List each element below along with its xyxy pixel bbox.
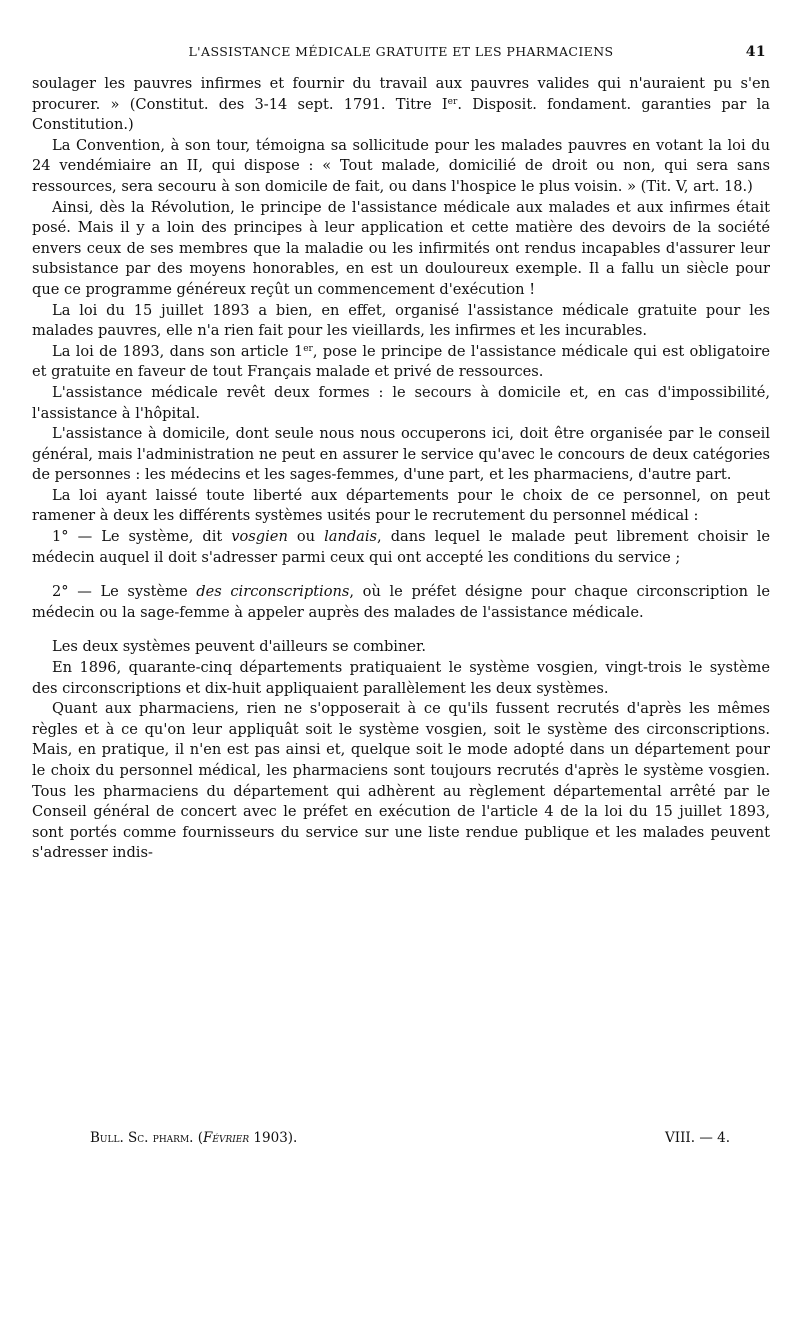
- list-item: 2° — Le système des circonscriptions, où le préfet désigne pour chaque circonscription le médecin ou la sage-femme à appeler auprès des malades de l'assistance médicale.: [32, 583, 771, 621]
- paragraph: La loi de 1893, dans son article 1er, pose le principe de l'assistance médicale qui est obligatoire et gratuite en faveur de tout Français malade et privé de ressources.: [32, 342, 770, 381]
- paragraph: L'assistance médicale revêt deux formes : le secours à domicile et, en cas d'impossibilité, l'assistance à l'hôpital.: [32, 383, 770, 422]
- paragraph: Quant aux pharmaciens, rien ne s'opposerait à ce qu'ils fussent recrutés d'après les mêmes règles et à ce qu'on leur appliquât soit le système vosgien, soit le système des circonscriptions. Mais, en pratique, il n'en est pas ainsi et, quelque soit le mode adopté dans un département pour le choix du personnel médical, les pharmaciens sont toujours recrutés d'après le système vosgien. Tous les pharmaciens du département qui adhèrent au règlement départemental arrêté par le Conseil général de concert avec le préfet en exécution de l'article 4 de la loi du 15 juillet 1893, sont portés comme fournisseurs du service sur une liste rendue publique et les malades peuvent s'adresser indis-: [32, 700, 770, 862]
- page-header-title: L'ASSISTANCE MÉDICALE GRATUITE ET LES PHARMACIENS: [188, 44, 614, 59]
- body-text: [32, 74, 770, 864]
- paragraph: En 1896, quarante-cinq départements pratiquaient le système vosgien, vingt-trois le système des circonscriptions et dix-huit appliquaient parallèlement les deux systèmes.: [32, 659, 770, 697]
- running-head: [32, 44, 770, 70]
- list-item: 1° — Le système, dit vosgien ou landais, dans lequel le malade peut librement choisir le médecin auquel il doit s'adresser parmi ceux qui ont accepté les conditions du service ;: [32, 528, 770, 566]
- paragraph: La loi du 15 juillet 1893 a bien, en effet, organisé l'assistance médicale gratuite pour les malades pauvres, elle n'a rien fait pour les vieillards, les infirmes et les incurables.: [32, 301, 770, 340]
- paragraph: La Convention, à son tour, témoigna sa sollicitude pour les malades pauvres en votant la loi du 24 vendémiaire an II, qui dispose : « Tout malade, domicilié de droit ou non, qui sera sans ressources, sera secouru à son domicile de fait, ou dans l'hospice le plus voisin. » (Tit. V, art. 18.): [32, 136, 770, 195]
- journal-citation: Bull. Sc. pharm. (Février 1903).: [90, 1130, 298, 1146]
- paragraph: La loi ayant laissé toute liberté aux départements pour le choix de ce personnel, on peut ramener à deux les différents systèmes usités pour le recrutement du personnel médical :: [32, 486, 770, 525]
- paragraph: Les deux systèmes peuvent d'ailleurs se combiner.: [52, 638, 427, 656]
- paragraph: Ainsi, dès la Révolution, le principe de l'assistance médicale aux malades et aux infirmes était posé. Mais il y a loin des principes à leur application et cette matière des devoirs de la société envers ceux de ses membres que la maladie ou les infirmités ont rendus incapables d'assurer leur subsistance par des moyens honorables, en est un douloureux exemple. Il a fallu un siècle pour que ce programme généreux reçût un commencement d'exécution !: [32, 198, 770, 298]
- paragraph: L'assistance à domicile, dont seule nous nous occuperons ici, doit être organisée par le conseil général, mais l'administration ne peut en assurer le service qu'avec le concours de deux catégories de personnes : les médecins et les sages-femmes, d'une part, et les pharmaciens, d'autre part.: [32, 425, 770, 484]
- page-number: 41: [745, 44, 766, 60]
- signature-mark: VIII. — 4.: [664, 1130, 730, 1146]
- paragraph: soulager les pauvres infirmes et fournir du travail aux pauvres valides qui n'auraient pu s'en procurer. » (Constitut. des 3-14 sept. 1791. Titre Ier. Disposit. fondament. garanties par la Constitution.): [32, 75, 770, 134]
